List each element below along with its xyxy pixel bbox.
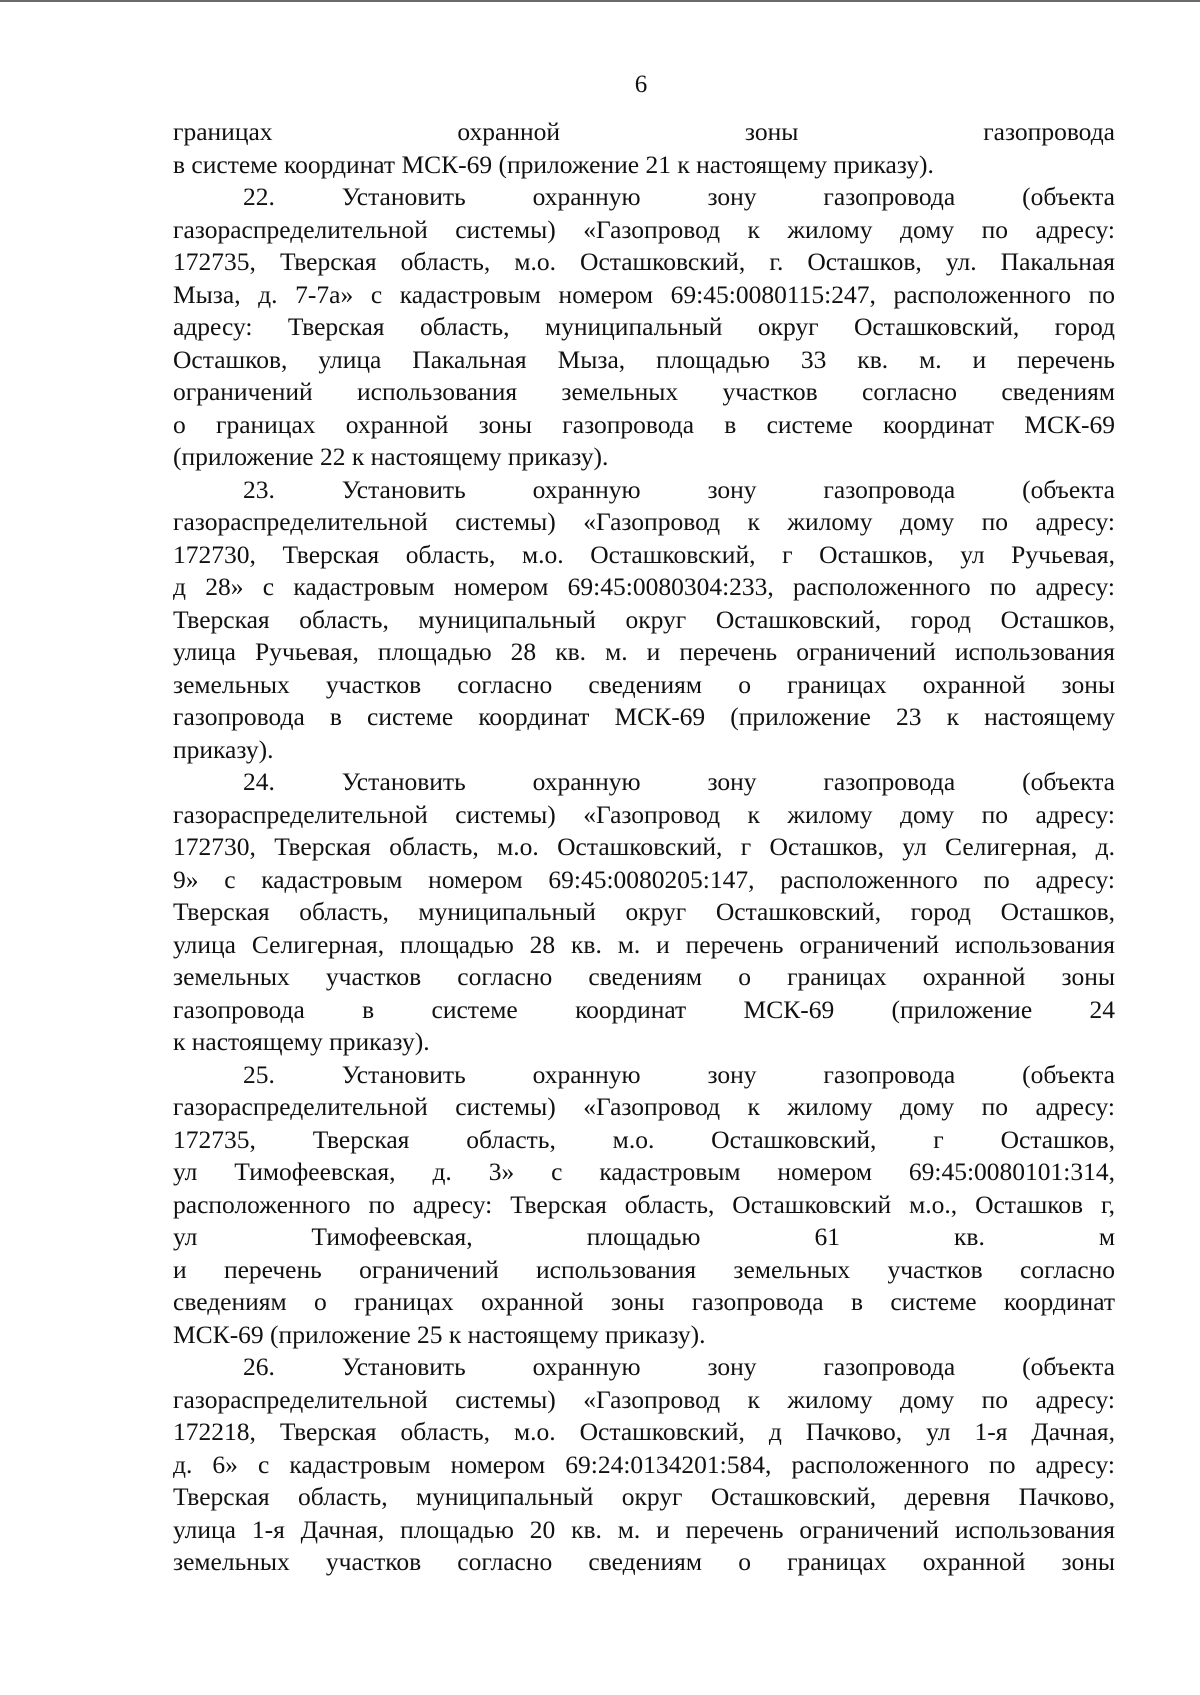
text-line: улица Ручьевая, площадью 28 кв. м. и перечень ограничений использования [173, 637, 1115, 666]
text-line: в системе координат МСК-69 (приложение 21 к настоящему приказу). [173, 149, 934, 179]
text-line: МСК-69 (приложение 25 к настоящему приказу). [173, 1319, 706, 1349]
text-line: Мыза, д. 7-7а» с кадастровым номером 69:45:0080115:247, расположенного по [173, 279, 1115, 309]
text-line: границах охранной зоны газопровода [173, 117, 1115, 146]
paragraph-first-line: 24. Установить охранную зону газопровода (объекта [243, 767, 1115, 796]
text-line: газораспределительной системы) «Газопровод к жилому дому по адресу: [173, 214, 1115, 244]
page-number: 6 [634, 71, 648, 98]
text-line: 172730, Тверская область, м.о. Осташковский, г Осташков, ул Селигерная, д. [173, 832, 1115, 861]
text-line: 172218, Тверская область, м.о. Осташковский, д Пачково, ул 1-я Дачная, [173, 1417, 1115, 1446]
text-line: Тверская область, муниципальный округ Осташковский, город Осташков, [173, 897, 1115, 926]
text-line: расположенного по адресу: Тверская область, Осташковский м.о., Осташков г, [173, 1189, 1115, 1219]
paragraph-first-line: 23. Установить охранную зону газопровода (объекта [243, 474, 1115, 504]
text-line: 172735, Тверская область, м.о. Осташковский, г Осташков, [173, 1124, 1115, 1154]
text-line: земельных участков согласно сведениям о границах охранной зоны [173, 1547, 1115, 1576]
text-line: 172735, Тверская область, м.о. Осташковский, г. Осташков, ул. Пакальная [173, 247, 1115, 276]
paragraph-first-line: 25. Установить охранную зону газопровода (объекта [243, 1059, 1115, 1089]
text-line: газораспределительной системы) «Газопровод к жилому дому по адресу: [173, 1092, 1115, 1121]
text-line: о границах охранной зоны газопровода в системе координат МСК-69 [173, 409, 1115, 439]
text-line: Осташков, улица Пакальная Мыза, площадью 33 кв. м. и перечень [173, 344, 1115, 374]
text-line: улица Селигерная, площадью 28 кв. м. и перечень ограничений использования [173, 929, 1115, 959]
text-line: приказу). [173, 734, 274, 764]
text-line: ул Тимофеевская, д. 3» с кадастровым номером 69:45:0080101:314, [173, 1157, 1115, 1186]
text-line: и перечень ограничений использования земельных участков согласно [173, 1254, 1115, 1284]
document-body [173, 116, 1115, 1579]
text-line: Тверская область, муниципальный округ Осташковский, деревня Пачково, [173, 1482, 1115, 1511]
text-line: к настоящему приказу). [173, 1027, 430, 1056]
text-line: газопровода в системе координат МСК-69 (приложение 23 к настоящему [173, 702, 1115, 731]
text-line: земельных участков согласно сведениям о границах охранной зоны [173, 962, 1115, 991]
text-line: ул Тимофеевская, площадью 61 кв. м [173, 1222, 1115, 1251]
text-line: 9» с кадастровым номером 69:45:0080205:147, расположенного по адресу: [173, 864, 1115, 894]
scan-top-edge [0, 0, 1200, 2]
text-line: 172730, Тверская область, м.о. Осташковский, г Осташков, ул Ручьевая, [173, 539, 1115, 569]
text-line: газопровода в системе координат МСК-69 (приложение 24 [173, 994, 1115, 1024]
paragraph-first-line: 22. Установить охранную зону газопровода (объекта [243, 182, 1115, 211]
text-line: земельных участков согласно сведениям о границах охранной зоны [173, 669, 1115, 699]
text-line: газораспределительной системы) «Газопровод к жилому дому по адресу: [173, 507, 1115, 536]
text-line: ограничений использования земельных участков согласно сведениям [173, 377, 1115, 406]
text-line: улица 1-я Дачная, площадью 20 кв. м. и перечень ограничений использования [173, 1514, 1115, 1544]
text-line: д. 6» с кадастровым номером 69:24:0134201:584, расположенного по адресу: [173, 1449, 1115, 1479]
text-line: газораспределительной системы) «Газопровод к жилому дому по адресу: [173, 1384, 1115, 1414]
paragraph-first-line: 26. Установить охранную зону газопровода (объекта [243, 1352, 1115, 1381]
text-line: адресу: Тверская область, муниципальный округ Осташковский, город [173, 312, 1115, 341]
text-line: газораспределительной системы) «Газопровод к жилому дому по адресу: [173, 799, 1115, 829]
text-line: сведениям о границах охранной зоны газопровода в системе координат [173, 1287, 1115, 1316]
text-line: Тверская область, муниципальный округ Осташковский, город Осташков, [173, 604, 1115, 634]
text-line: (приложение 22 к настоящему приказу). [173, 442, 609, 471]
text-line: д 28» с кадастровым номером 69:45:0080304:233, расположенного по адресу: [173, 572, 1115, 601]
